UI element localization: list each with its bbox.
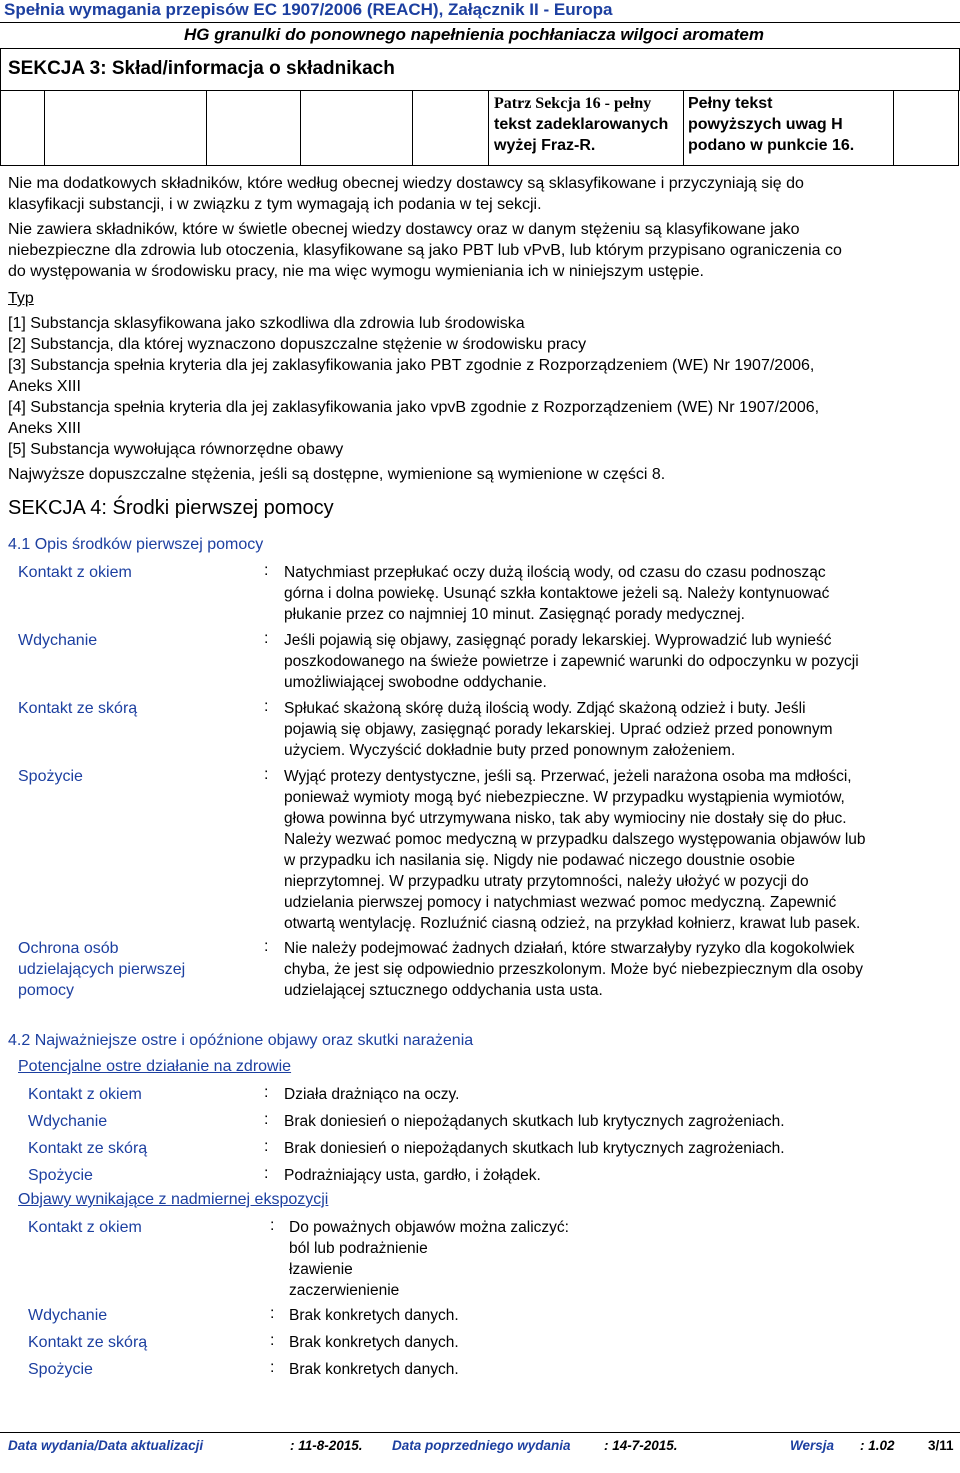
item-text: Działa drażniąco na oczy. [284, 1086, 460, 1103]
colon-separator: : [264, 630, 269, 647]
table-cell-h-statements: Pełny tekst powyższych uwag H podano w punkcie 16. [688, 95, 855, 154]
colon-separator: : [264, 562, 269, 579]
no-hazardous-ingredients-note: Nie zawiera składników, które w świetle obecnej wiedzy dostawcy oraz w danym stężeniu są klasyfikowane jako niebezpieczne dla zdrowia lub otoczenia, klasyfikowane są jako PBT lub vPvB, lub którym przypisano ograniczenia co do występowania w środowisku pracy, nie ma więc wymogu wymieniania ich w niniejszym ustępie. [8, 221, 842, 280]
colon-separator: : [270, 1359, 275, 1376]
colon-separator: : [264, 1111, 269, 1128]
colon-separator: : [264, 698, 269, 715]
issue-date-label: Data wydania/Data aktualizacji [8, 1438, 204, 1453]
colon-separator: : [264, 766, 269, 783]
footer-rule [0, 1432, 960, 1433]
previous-date-value: : 14-7-2015. [604, 1438, 678, 1453]
item-label: Wdychanie [18, 632, 98, 649]
colon-separator: : [270, 1217, 275, 1234]
item-text: Natychmiast przepłukać oczy dużą ilością wody, od czasu do czasu podnosząc górna i dolna powiekę. Usunąć szkła kontaktowe jeżeli są. Należy kontynuować płukanie przez co najmniej 10 minut. Zasięgnąć porady medycznej. [284, 564, 830, 623]
item-text: Brak konkretych danych. [289, 1307, 459, 1324]
colon-separator: : [270, 1332, 275, 1349]
regulation-header: Spełnia wymagania przepisów EC 1907/2006 (REACH), Załącznik II - Europa [4, 0, 613, 19]
section3-title: SEKCJA 3: Skład/informacja o składnikach [8, 58, 395, 79]
product-name: HG granulki do ponownego napełnienia pochłaniacza wilgoci aromatem [184, 25, 764, 44]
item-text: Nie należy podejmować żadnych działań, które stwarzałyby ryzyko dla kogokolwiek chyba, że jest się odpowiednio przeszkolonym. Może być niebezpiecznym dla osoby udzielającej sztucznego oddychania usta usta. [284, 940, 863, 999]
item-label: Kontakt z okiem [28, 1219, 142, 1236]
type-list: [1] Substancja sklasyfikowana jako szkodliwa dla zdrowia lub środowiska [2] Substancja, dla której wyznaczono dopuszczalne stężenie w środowisku pracy [3] Substancja spełnia kryteria dla jej zaklasyfikowania jako PBT zgodnie z Rozporządzeniem (WE) Nr 1907/2006, Aneks XIII [4] Substancja spełnia kryteria dla jej zaklasyfikowania jako vpvB zgodnie z Rozporządzeniem (WE) Nr 1907/2006, Aneks XIII [5] Substancja wywołująca równorzędne obawy [8, 315, 820, 458]
colon-separator: : [270, 1305, 275, 1322]
item-label: Kontakt z okiem [18, 564, 132, 581]
overexposure-title: Objawy wynikające z nadmiernej ekspozycji [18, 1191, 329, 1208]
item-label: Kontakt z okiem [28, 1086, 142, 1103]
item-label: Kontakt ze skórą [28, 1334, 148, 1351]
version-label: Wersja [790, 1438, 835, 1453]
section4-title: SEKCJA 4: Środki pierwszej pomocy [8, 497, 334, 519]
acute-effects-title: Potencjalne ostre działanie na zdrowie [18, 1058, 292, 1075]
table-cell-r-phrases: Patrz Sekcja 16 - pełny tekst zadeklarowanych wyżej Fraz-R. [494, 95, 669, 154]
item-label: Kontakt ze skórą [28, 1140, 148, 1157]
additional-ingredients-note: Nie ma dodatkowych składników, które według obecnej wiedzy dostawcy są sklasyfikowane i przyczyniają się do klasyfikacji substancji, i w związku z tym wymagają ich podania w tej sekcji. [8, 175, 804, 213]
previous-date-label: Data poprzedniego wydania [392, 1438, 571, 1453]
item-text: Brak konkretych danych. [289, 1361, 459, 1378]
type-label: Typ [8, 290, 34, 307]
item-label: Ochrona osób udzielających pierwszej pomocy [18, 940, 186, 999]
version-value: : 1.02 [860, 1438, 895, 1453]
item-text: Do poważnych objawów można zaliczyć: ból lub podrażnienie łzawienie zaczerwienienie [289, 1219, 569, 1299]
item-label: Wdychanie [28, 1113, 108, 1130]
colon-separator: : [264, 1138, 269, 1155]
page-number: 3/11 [928, 1438, 954, 1453]
item-text: Spłukać skażoną skórę dużą ilością wody. Zdjąć skażoną odzież i buty. Jeśli pojawią się objawy, zasięgnąć porady lekarskiej. Uprać odzież przed ponownym użyciem. Wyczyścić dokładnie buty przed ponownym założeniem. [284, 700, 833, 759]
colon-separator: : [264, 1084, 269, 1101]
item-label: Kontakt ze skórą [18, 700, 138, 717]
colon-separator: : [264, 938, 269, 955]
header-rule-top [0, 22, 960, 23]
item-text: Brak doniesień o niepożądanych skutkach lub krytycznych zagrożeniach. [284, 1113, 785, 1130]
item-label: Spożycie [28, 1167, 93, 1184]
item-text: Podrażniający usta, gardło, i żołądek. [284, 1167, 541, 1184]
subsection-4-1-title: 4.1 Opis środków pierwszej pomocy [8, 536, 264, 553]
colon-separator: : [264, 1165, 269, 1182]
item-label: Spożycie [28, 1361, 93, 1378]
item-text: Brak konkretych danych. [289, 1334, 459, 1351]
item-text: Brak doniesień o niepożądanych skutkach lub krytycznych zagrożeniach. [284, 1140, 785, 1157]
item-label: Wdychanie [28, 1307, 108, 1324]
item-label: Spożycie [18, 768, 83, 785]
exposure-limits-note: Najwyższe dopuszczalne stężenia, jeśli są dostępne, wymienione są wymienione w części 8. [8, 466, 666, 483]
composition-table [0, 90, 958, 166]
issue-date-value: : 11-8-2015. [290, 1438, 363, 1453]
item-text: Wyjąć protezy dentystyczne, jeśli są. Przerwać, jeżeli narażona osoba ma mdłości, ponieważ wymioty mogą być niebezpieczne. W przypadku wystąpienia wymiotów, głowa powinna być utrzymywana nisko, tak aby wymiociny nie dostały się do płuc. Należy wezwać pomoc medyczną w przypadku dalszego występowania objawów lub w przypadku ich nasilania się. Nigdy nie podawać niczego doustnie osobie nieprzytomnej. W przypadku utraty przytomności, należy ułożyć w pozycji do udzielania pierwszej pomocy i natychmiast wezwać pomoc medyczną. Zapewnić otwartą wentylację. Rozluźnić ciasną odzież, na przykład kołnierz, krawat lub pasek. [284, 768, 866, 932]
item-text: Jeśli pojawią się objawy, zasięgnąć porady lekarskiej. Wyprowadzić lub wynieść poszkodowanego na świeże powietrze i zapewnić warunki do odpoczynku w pozycji umożliwiającej swobodne oddychanie. [284, 632, 859, 691]
subsection-4-2-title: 4.2 Najważniejsze ostre i opóźnione objawy oraz skutki narażenia [8, 1032, 474, 1049]
